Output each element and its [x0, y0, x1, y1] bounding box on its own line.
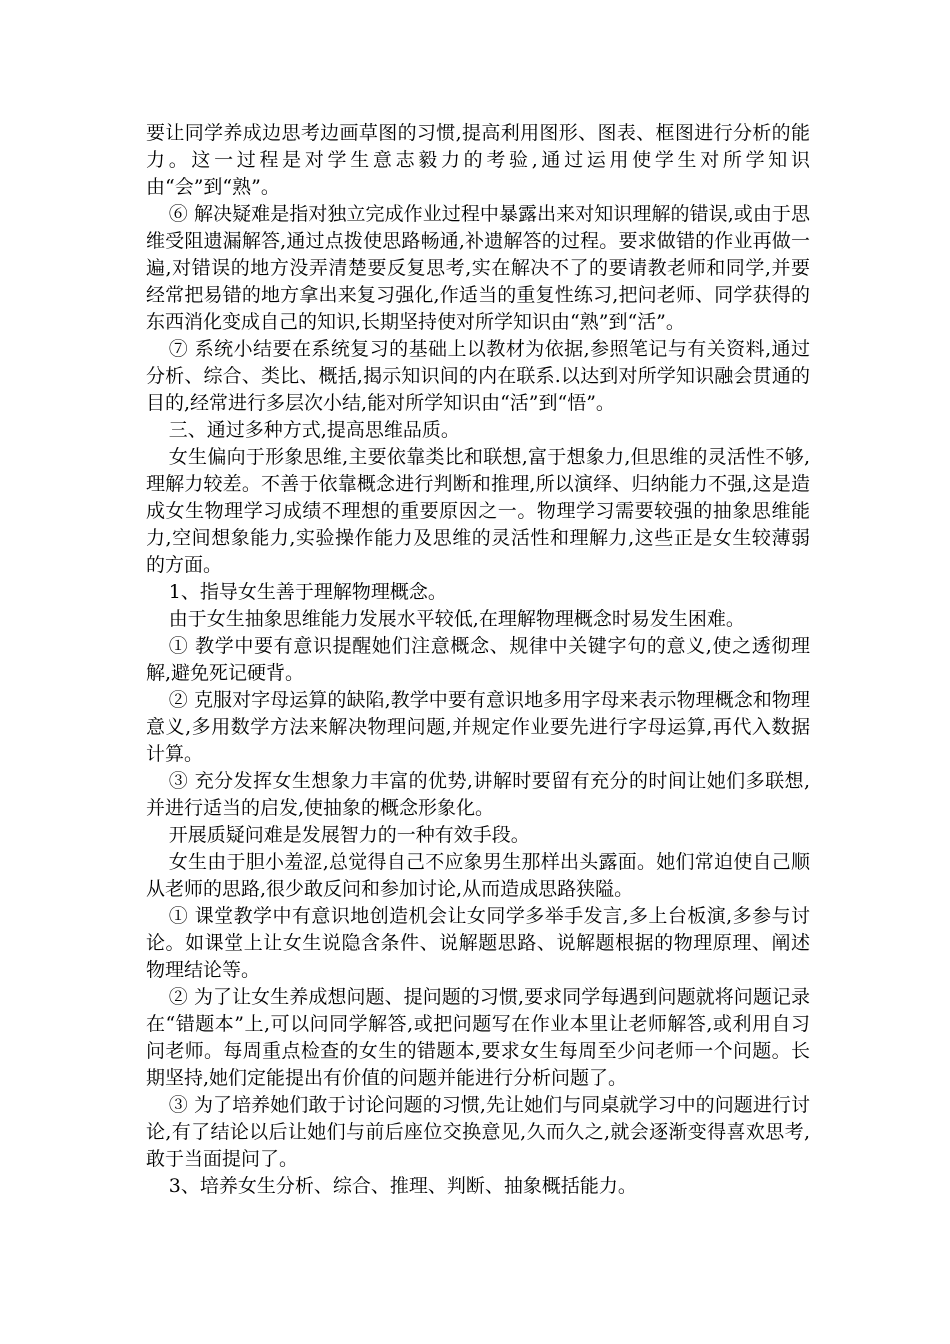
paragraph: ③ 为了培养她们敢于讨论问题的习惯,先让她们与同桌就学习中的问题进行讨论,有了结论以后让她们与前后座位交换意见,久而久之,就会逐渐变得喜欢思考,敢于当面提问了。 [146, 1094, 810, 1170]
paragraph: ⑥ 解决疑难是指对独立完成作业过程中暴露出来对知识理解的错误,或由于思维受阻遗漏解答,通过点拨使思路畅通,补遗解答的过程。要求做错的作业再做一遍,对错误的地方没弄清楚要反复思考,实在解决不了的要请教老师和同学,并要经常把易错的地方拿出来复习强化,作适当的重复性练习,把问老师、同学获得的东西消化变成自己的知识,长期坚持使对所学知识由“熟”到“活”。 [146, 203, 810, 333]
paragraph: ② 克服对字母运算的缺陷,教学中要有意识地多用字母来表示物理概念和物理意义,多用数学方法来解决物理问题,并规定作业要先进行字母运算,再代入数据计算。 [146, 689, 810, 765]
subsection-heading: 3、培养女生分析、综合、推理、判断、抽象概括能力。 [168, 1175, 637, 1197]
paragraph: ① 课堂教学中有意识地创造机会让女同学多举手发言,多上台板演,多参与讨论。如课堂上让女生说隐含条件、说解题思路、说解题根据的物理原理、阐述物理结论等。 [146, 905, 810, 981]
paragraph: ① 教学中要有意识提醒她们注意概念、规律中关键字句的意义,使之透彻理解,避免死记硬背。 [146, 635, 810, 684]
paragraph: 女生偏向于形象思维,主要依靠类比和联想,富于想象力,但思维的灵活性不够,理解力较差。不善于依靠概念进行判断和推理,所以演绎、归纳能力不强,这是造成女生物理学习成绩不理想的重要原因之一。物理学习需要较强的抽象思维能力,空间想象能力,实验操作能力及思维的灵活性和理解力,这些正是女生较薄弱的方面。 [146, 446, 810, 576]
subsection-heading: 1、指导女生善于理解物理概念。 [168, 581, 447, 603]
section-heading: 三、通过多种方式,提高思维品质。 [168, 419, 460, 441]
paragraph: ③ 充分发挥女生想象力丰富的优势,讲解时要留有充分的时间让她们多联想,并进行适当的启发,使抽象的概念形象化。 [146, 770, 810, 819]
paragraph: 要让同学养成边思考边画草图的习惯,提高利用图形、图表、框图进行分析的能力。这一过程是对学生意志毅力的考验,通过运用使学生对所学知识由“会”到“熟”。 [146, 122, 810, 198]
document-body [146, 120, 810, 1200]
paragraph: 开展质疑问难是发展智力的一种有效手段。 [168, 824, 530, 846]
paragraph: ② 为了让女生养成想问题、提问题的习惯,要求同学每遇到问题就将问题记录在“错题本”上,可以问同学解答,或把问题写在作业本里让老师解答,或利用自习问老师。每周重点检查的女生的错题本,要求女生每周至少问老师一个问题。长期坚持,她们定能提出有价值的问题并能进行分析问题了。 [146, 986, 810, 1089]
paragraph: 由于女生抽象思维能力发展水平较低,在理解物理概念时易发生困难。 [168, 608, 745, 630]
paragraph: ⑦ 系统小结要在系统复习的基础上以教材为依据,参照笔记与有关资料,通过分析、综合、类比、概括,揭示知识间的内在联系.以达到对所学知识融会贯通的目的,经常进行多层次小结,能对所学知识由“活”到“悟”。 [146, 338, 810, 414]
paragraph: 女生由于胆小羞涩,总觉得自己不应象男生那样出头露面。她们常迫使自己顺从老师的思路,很少敢反问和参加讨论,从而造成思路狭隘。 [146, 851, 810, 900]
